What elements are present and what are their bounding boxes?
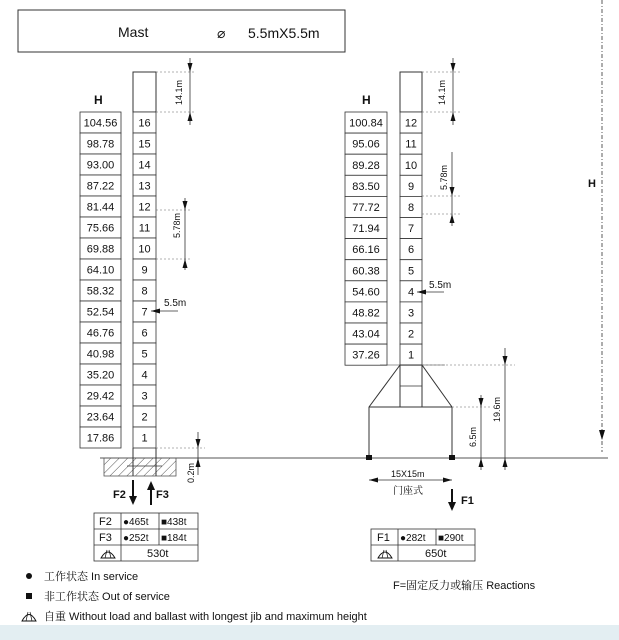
left-reaction-table (94, 513, 198, 561)
right-section-cell (400, 133, 422, 154)
left-height-cell (80, 301, 121, 322)
right-section-value: 5 (407, 265, 415, 278)
right-portal-leg-dimension (452, 395, 490, 470)
legend-in-service: 工作状态 In service (44, 571, 139, 583)
left-section-cell (133, 406, 156, 427)
right-tower (345, 58, 515, 561)
left-section-dim-label: 5.78m (172, 212, 182, 238)
right-portal-span-dimension (369, 469, 452, 497)
right-height-value: 54.60 (352, 286, 380, 299)
left-section-value: 7 (141, 306, 148, 319)
mast-header (18, 10, 345, 52)
overall-height-dimension (588, 0, 605, 452)
left-section-cell (133, 427, 156, 448)
left-height-value: 46.76 (86, 327, 115, 340)
right-section-value: 6 (407, 244, 415, 257)
right-section-value: 12 (404, 117, 418, 130)
left-width-dim-label: 5.5m (164, 298, 187, 309)
right-height-cell (345, 260, 387, 281)
left-height-cell (80, 112, 121, 133)
left-height-value: 52.54 (86, 306, 115, 319)
right-force-arrow (448, 489, 474, 511)
legend-reactions: F=固定反力或输压 Reactions (393, 580, 536, 592)
right-height-value: 66.16 (352, 244, 380, 257)
left-height-cell (80, 175, 121, 196)
right-section-value: 9 (407, 180, 415, 193)
left-section-cell (133, 280, 156, 301)
left-section-value: 12 (138, 201, 151, 214)
left-top-dimension (156, 58, 196, 125)
left-section-value: 14 (138, 159, 151, 172)
right-width-dim-label: 5.5m (429, 280, 452, 291)
right-h-label: H (362, 93, 371, 107)
mast-label: Mast (118, 24, 149, 40)
right-section-value: 7 (407, 223, 415, 236)
left-height-value: 75.66 (86, 222, 115, 235)
left-height-value: 69.88 (86, 243, 115, 256)
left-section-value: 2 (141, 411, 148, 424)
right-section-value: 2 (407, 328, 415, 341)
right-reaction-out-service: ■290t (438, 533, 464, 544)
right-reaction-table (371, 529, 475, 561)
right-portal-height-dimension (422, 348, 515, 470)
left-height-cell (80, 133, 121, 154)
section-size: 5.5mX5.5m (248, 25, 320, 41)
force-f3-label: F3 (156, 489, 169, 501)
right-height-value: 37.26 (352, 349, 380, 362)
left-height-value: 23.64 (86, 411, 115, 424)
right-height-value: 48.82 (352, 307, 380, 320)
left-force-arrows (113, 480, 169, 505)
left-h-label: H (94, 93, 103, 107)
left-height-cell (80, 196, 121, 217)
right-portal-base (366, 365, 455, 460)
left-height-cell (80, 154, 121, 175)
left-mast-top (133, 72, 156, 112)
left-section-value: 1 (141, 432, 148, 445)
left-height-value: 81.44 (86, 201, 115, 214)
right-height-cell (345, 133, 387, 154)
right-section-value: 3 (407, 307, 415, 320)
right-top-dim-label: 14.1m (437, 79, 447, 105)
right-section-value: 8 (407, 201, 415, 214)
right-height-value: 95.06 (352, 138, 380, 151)
left-height-cell (80, 427, 121, 448)
left-section-cell (133, 385, 156, 406)
right-section-cell (400, 112, 422, 133)
force-f1-label: F1 (461, 495, 474, 507)
right-top-dimension (422, 58, 460, 125)
left-section-value: 11 (138, 222, 151, 235)
left-base-dim-label: 0.2m (186, 462, 196, 483)
right-height-value: 60.38 (352, 265, 380, 278)
right-height-value: 77.72 (352, 201, 380, 214)
right-height-cell (345, 302, 387, 323)
left-height-value: 64.10 (86, 264, 115, 277)
left-reaction-in-service: ●465t (123, 517, 149, 528)
right-height-value: 100.84 (349, 117, 383, 130)
right-height-value: 89.28 (352, 159, 380, 172)
right-height-cell (345, 112, 387, 133)
left-reaction-row-label: F3 (99, 532, 112, 544)
right-section-cell (400, 281, 422, 302)
dead-weight-icon (22, 612, 36, 621)
right-section-value: 4 (407, 286, 415, 299)
legend-out-service: 非工作状态 Out of service (44, 591, 170, 603)
right-height-cell (345, 344, 387, 365)
left-section-cell (133, 343, 156, 364)
right-height-value: 43.04 (352, 328, 380, 341)
left-section-value: 9 (141, 264, 148, 277)
left-section-value: 15 (138, 138, 151, 151)
right-height-value: 71.94 (352, 223, 380, 236)
right-portal-height-label: 19.6m (492, 396, 502, 422)
right-height-cell (345, 196, 387, 217)
left-top-dim-label: 14.1m (174, 79, 184, 105)
left-height-value: 17.86 (86, 432, 115, 445)
left-height-cell (80, 385, 121, 406)
left-section-cell (133, 112, 156, 133)
right-section-cell (400, 196, 422, 217)
right-section-cell (400, 154, 422, 175)
left-height-value: 93.00 (86, 159, 115, 172)
left-height-value: 58.32 (86, 285, 115, 298)
left-section-cell (133, 301, 156, 322)
left-height-value: 98.78 (86, 138, 115, 151)
left-section-cell (133, 154, 156, 175)
left-section-dimension (156, 198, 190, 270)
left-erection-value: 530t (147, 548, 169, 560)
left-tower (80, 58, 205, 561)
left-section-cell (133, 259, 156, 280)
right-height-cell (345, 281, 387, 302)
right-height-cell (345, 239, 387, 260)
right-portal-leg-label: 6.5m (468, 426, 478, 447)
left-reaction-out-service: ■438t (161, 517, 187, 528)
left-section-value: 6 (141, 327, 148, 340)
right-reaction-in-service: ●282t (400, 533, 426, 544)
right-height-value: 83.50 (352, 180, 380, 193)
legend-dead-weight: 自重 Without load and ballast with longest jib and maximum height (44, 611, 367, 623)
right-section-cell (400, 260, 422, 281)
left-section-cell (133, 238, 156, 259)
legend (22, 569, 536, 623)
right-section-cell (400, 344, 422, 365)
right-section-cell (400, 175, 422, 196)
left-section-value: 4 (141, 369, 148, 382)
right-height-cell (345, 154, 387, 175)
left-section-cell (133, 175, 156, 196)
left-height-value: 35.20 (86, 369, 115, 382)
force-f2-label: F2 (113, 489, 126, 501)
left-section-value: 13 (138, 180, 151, 193)
right-section-dim-label: 5.78m (439, 164, 449, 190)
right-height-cell (345, 218, 387, 239)
right-section-dimension (422, 152, 460, 226)
left-height-cell (80, 406, 121, 427)
left-height-cell (80, 238, 121, 259)
bottom-strip (0, 625, 619, 640)
left-section-value: 10 (138, 243, 151, 256)
overall-h-label: H (588, 178, 596, 190)
left-reaction-row-label: F2 (99, 516, 112, 528)
right-portal-name: 门座式 (393, 486, 423, 497)
left-height-cell (80, 364, 121, 385)
right-section-value: 1 (407, 349, 415, 362)
right-section-value: 10 (404, 159, 418, 172)
left-height-cell (80, 259, 121, 280)
left-reaction-out-service: ■184t (161, 533, 187, 544)
right-reaction-row-label: F1 (377, 532, 390, 544)
right-section-cell (400, 239, 422, 260)
left-height-cell (80, 343, 121, 364)
left-height-cell (80, 280, 121, 301)
left-height-value: 29.42 (86, 390, 115, 403)
left-section-cell (133, 217, 156, 238)
left-section-value: 16 (138, 117, 151, 130)
out-of-service-square-icon (26, 593, 32, 599)
right-portal-span-label: 15X15m (391, 469, 425, 479)
left-section-value: 8 (141, 285, 148, 298)
left-height-value: 87.22 (86, 180, 115, 193)
left-height-cell (80, 217, 121, 238)
left-section-cell (133, 133, 156, 154)
right-height-cell (345, 323, 387, 344)
left-section-cell (133, 364, 156, 385)
left-height-cell (80, 322, 121, 343)
left-height-value: 40.98 (86, 348, 115, 361)
left-section-value: 5 (141, 348, 148, 361)
right-erection-value: 650t (425, 548, 447, 560)
right-height-cell (345, 175, 387, 196)
right-section-value: 11 (405, 138, 417, 151)
right-section-cell (400, 302, 422, 323)
right-mast-top (400, 72, 422, 112)
left-reaction-in-service: ●252t (123, 533, 149, 544)
left-foundation (104, 448, 176, 476)
right-section-cell (400, 218, 422, 239)
left-section-cell (133, 196, 156, 217)
left-section-cell (133, 322, 156, 343)
left-section-value: 3 (141, 390, 148, 403)
diameter-icon: ⌀ (217, 25, 226, 41)
in-service-bullet-icon (26, 573, 32, 579)
left-height-value: 104.56 (83, 117, 118, 130)
right-section-cell (400, 323, 422, 344)
